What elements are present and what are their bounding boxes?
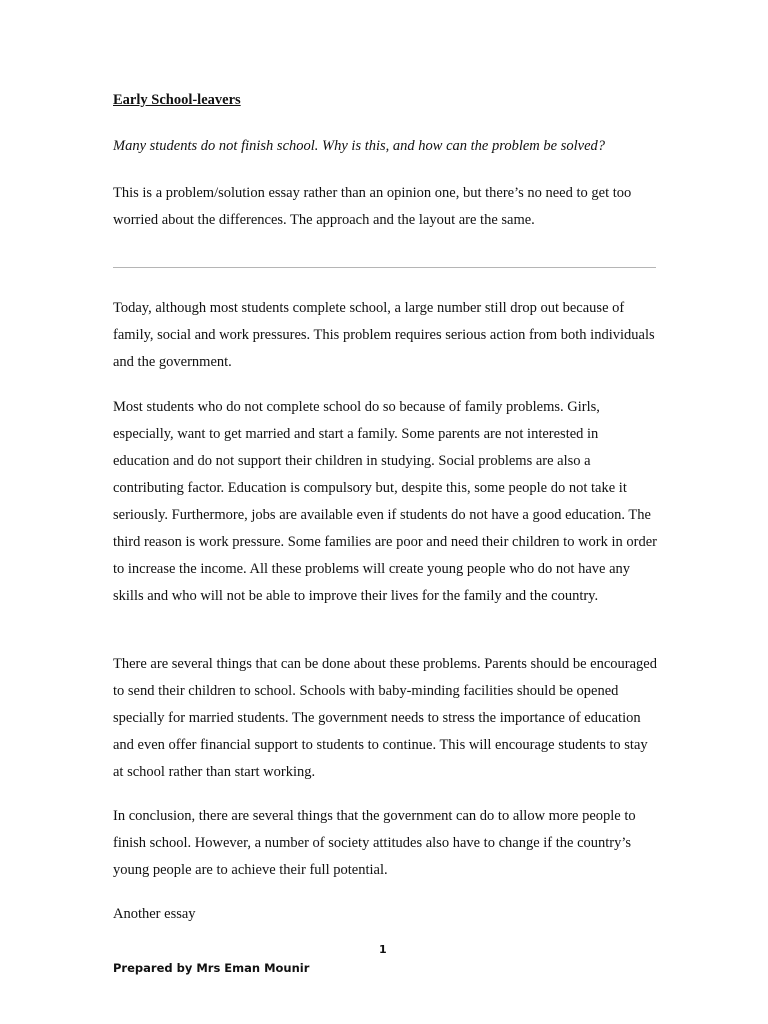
page-number: 1 [379,943,387,956]
essay-intro-note: This is a problem/solution essay rather than an opinion one, but there’s no need to get too worried about the differences. The approach and the layout are the same. [113,185,632,228]
essay-paragraph-conclusion: In conclusion, there are several things that the government can do to allow more people to finish school. However, a number of society attitudes also have to change if the country’s young people are to achieve their full potential. [113,808,636,878]
another-essay-label: Another essay [113,906,196,922]
essay-paragraph-causes: Most students who do not complete school do so because of family problems. Girls, especially, want to get married and start a family. Some parents are not interested in education and do not support their children in studying. Social problems are also a contributing factor. Education is compulsory but, despite this, some people do not take it seriously. Furthermore, jobs are available even if students do not have a good education. The third reason is work pressure. Some families are poor and need their children to work in order to increase the income. All these problems will create young people who do not have any skills and who will not be able to improve their lives for the family and the country. [113,399,657,604]
essay-title: Early School-leavers [113,92,241,108]
essay-paragraph-solutions: There are several things that can be done about these problems. Parents should be encouraged to send their children to school. Schools with baby-minding facilities should be opened specially for married students. The government needs to stress the importance of education and even offer financial support to students to continue. This will encourage students to stay at school rather than start working. [113,656,657,780]
footer-author: Prepared by Mrs Eman Mounir [113,961,310,975]
essay-question: Many students do not finish school. Why is this, and how can the problem be solved? [113,138,606,154]
horizontal-divider [113,267,656,268]
essay-paragraph-introduction: Today, although most students complete school, a large number still drop out because of family, social and work pressures. This problem requires serious action from both individuals and the government. [113,300,655,370]
